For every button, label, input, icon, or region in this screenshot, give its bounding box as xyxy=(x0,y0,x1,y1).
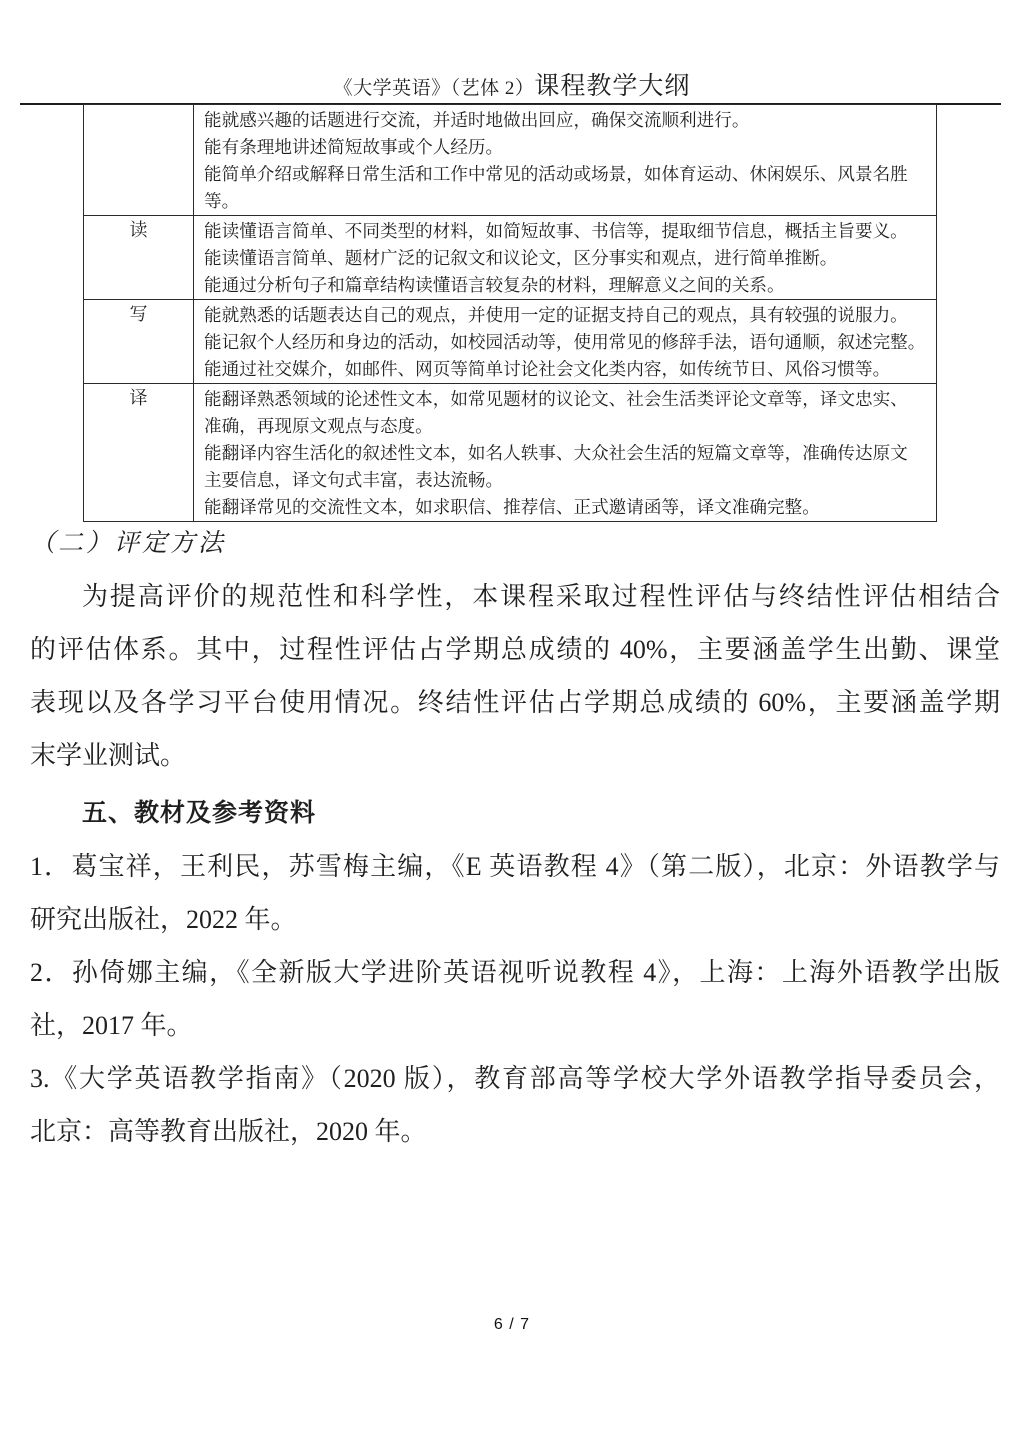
table-line: 能记叙个人经历和身边的活动，如校园活动等，使用常见的修辞手法，语句通顺，叙述完整。 xyxy=(204,332,926,352)
reference-item-1 xyxy=(30,840,1000,946)
row-content xyxy=(194,216,937,300)
reference-line: 3.《大学英语教学指南》（2020 版），教育部高等学校大学外语教学指导委员会， xyxy=(30,1064,1000,1093)
table-line: 能通过社交媒介，如邮件、网页等简单讨论社会文化类内容，如传统节日、风俗习惯等。 xyxy=(204,359,891,379)
table-line: 能翻译熟悉领域的论述性文本，如常见题材的议论文、社会生活类评论文章等，译文忠实、 xyxy=(204,389,908,409)
reference-item-3 xyxy=(30,1052,1000,1158)
reference-item-2 xyxy=(30,946,1000,1052)
table-row-reading xyxy=(84,216,937,300)
table-row-writing xyxy=(84,300,937,384)
row-content xyxy=(194,105,937,216)
materials-heading: 五、教材及参考资料 xyxy=(82,799,317,827)
table-line: 能通过分析句子和篇章结构读懂语言较复杂的材料，理解意义之间的关系。 xyxy=(204,275,785,295)
evaluation-paragraph xyxy=(30,570,1000,782)
table-line: 能翻译常见的交流性文本，如求职信、推荐信、正式邀请函等，译文准确完整。 xyxy=(204,497,820,517)
table-line: 能有条理地讲述简短故事或个人经历。 xyxy=(204,137,504,157)
page-title-course: 《大学英语》（艺体 2） xyxy=(333,78,535,99)
reference-line: 社，2017 年。 xyxy=(30,1011,193,1040)
reference-line: 研究出版社，2022 年。 xyxy=(30,905,297,934)
reference-line: 北京：高等教育出版社，2020 年。 xyxy=(30,1117,427,1146)
skills-table xyxy=(83,104,937,522)
table-line: 等。 xyxy=(204,191,240,211)
row-label-writing: 写 xyxy=(84,300,194,384)
paragraph-line: 末学业测试。 xyxy=(30,741,187,770)
table-line: 能翻译内容生活化的叙述性文本，如名人轶事、大众社会生活的短篇文章等，准确传达原文 xyxy=(204,443,908,463)
paragraph-line: 表现以及各学习平台使用情况。终结性评估占学期总成绩的 60%，主要涵盖学期 xyxy=(30,688,1000,717)
paragraph-line: 的评估体系。其中，过程性评估占学期总成绩的 40%，主要涵盖学生出勤、课堂 xyxy=(30,635,1000,664)
table-line: 能就感兴趣的话题进行交流，并适时地做出回应，确保交流顺利进行。 xyxy=(204,110,750,130)
paragraph-line: 为提高评价的规范性和科学性，本课程采取过程性评估与终结性评估相结合 xyxy=(82,582,1000,611)
page-title-main: 课程教学大纲 xyxy=(534,73,691,100)
reference-line: 2．孙倚娜主编，《全新版大学进阶英语视听说教程 4》，上海：上海外语教学出版 xyxy=(30,958,1000,987)
table-line: 准确，再现原文观点与态度。 xyxy=(204,416,433,436)
table-line: 主要信息，译文句式丰富，表达流畅。 xyxy=(204,470,504,490)
table-row-translation xyxy=(84,384,937,522)
row-label-reading: 读 xyxy=(84,216,194,300)
page-title xyxy=(0,66,1024,102)
reference-list xyxy=(30,840,1000,1158)
row-content xyxy=(194,384,937,522)
table-row-speaking xyxy=(84,105,937,216)
row-label-empty xyxy=(84,105,194,216)
table-line: 能就熟悉的话题表达自己的观点，并使用一定的证据支持自己的观点，具有较强的说服力。 xyxy=(204,305,908,325)
row-label-translation: 译 xyxy=(84,384,194,522)
reference-line: 1．葛宝祥，王利民，苏雪梅主编，《E 英语教程 4》（第二版），北京：外语教学与 xyxy=(30,852,1000,881)
table-line: 能简单介绍或解释日常生活和工作中常见的活动或场景，如体育运动、休闲娱乐、风景名胜 xyxy=(204,164,908,184)
table-line: 能读懂语言简单、不同类型的材料，如简短故事、书信等，提取细节信息，概括主旨要义。 xyxy=(204,221,908,241)
page-number: 6 / 7 xyxy=(493,1316,531,1333)
row-content xyxy=(194,300,937,384)
evaluation-method-heading: （二）评定方法 xyxy=(30,530,227,557)
table-line: 能读懂语言简单、题材广泛的记叙文和议论文，区分事实和观点，进行简单推断。 xyxy=(204,248,838,268)
